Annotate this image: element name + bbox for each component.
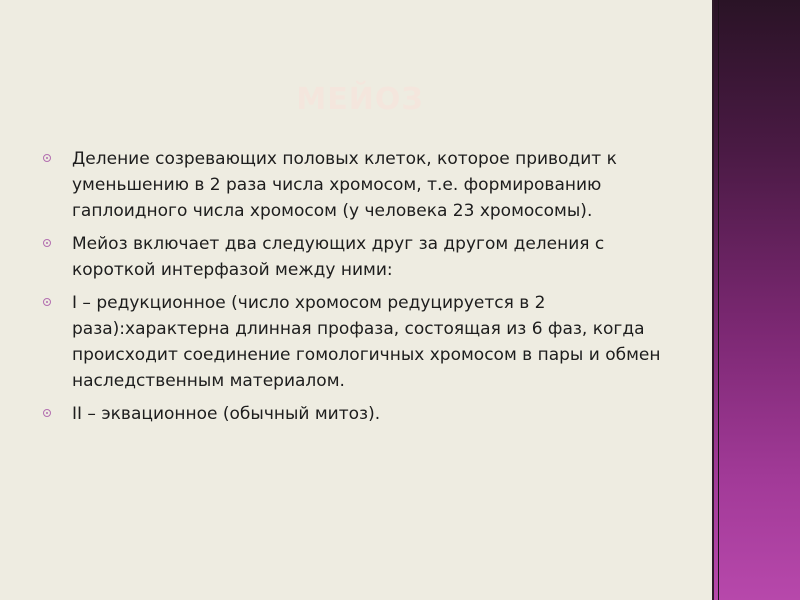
circle-bullet-icon	[43, 298, 51, 306]
decorative-side-panel	[712, 0, 800, 600]
slide-title: МЕЙОЗ	[296, 82, 424, 117]
bullet-item-2	[42, 231, 682, 283]
bullet-item-1	[42, 146, 682, 224]
side-panel-border	[712, 0, 714, 600]
bullet-text-1: Деление созревающих половых клеток, которое приводит к уменьшению в 2 раза числа хромосом, т.е. формированию гаплоидного числа хромосом (у человека 23 хромосомы).	[72, 149, 617, 221]
bullet-text-2: Мейоз включает два следующих друг за другом деления с короткой интерфазой между ними:	[72, 234, 605, 280]
bullet-list	[42, 146, 682, 434]
circle-bullet-icon	[43, 239, 51, 247]
bullet-text-4: II – эквационное (обычный митоз).	[72, 404, 381, 424]
bullet-item-4	[42, 401, 682, 427]
side-panel-inner-border	[718, 0, 719, 600]
bullet-item-3	[42, 290, 682, 394]
bullet-text-3: I – редукционное (число хромосом редуцируется в 2 раза):характерна длинная профаза, состоящая из 6 фаз, когда происходит соединение гомологичных хромосом в пары и обмен наследственным материалом.	[72, 293, 661, 391]
circle-bullet-icon	[43, 409, 51, 417]
circle-bullet-icon	[43, 154, 51, 162]
